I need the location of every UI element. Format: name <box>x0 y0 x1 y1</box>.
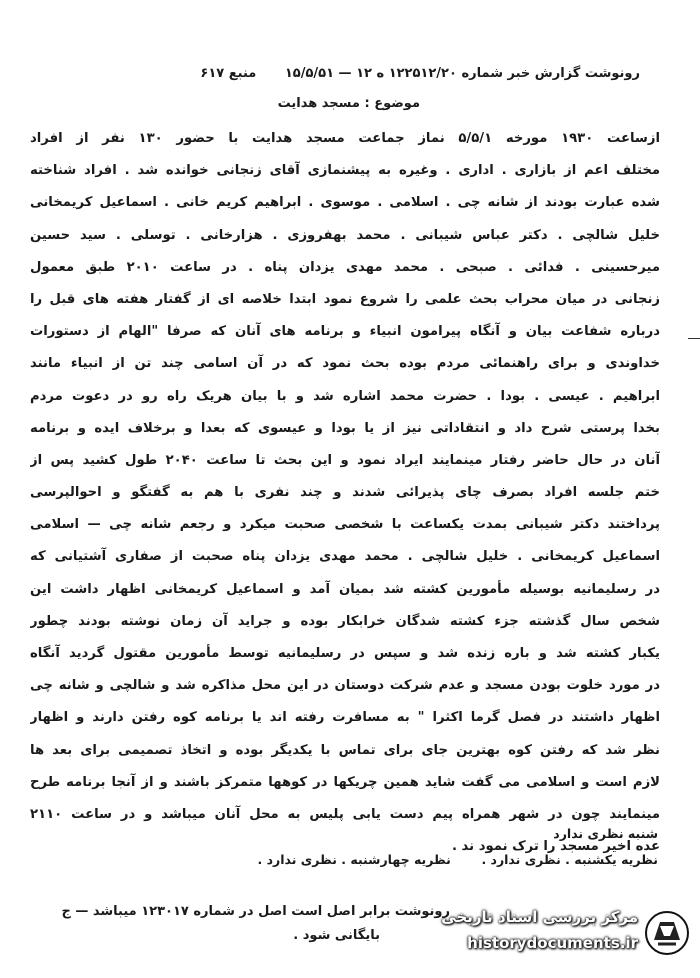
body-line: مینمایند چون در شهر همراه پیم دست یابی پلیس به محل آنان میباشد و در ساعت ۲۱۱۰ <box>30 806 660 822</box>
body-line: اسماعیل کریمخانی . خلیل شالچی . محمد مهدی یزدان پناه صحبت از صفاری آشتیانی که <box>30 549 660 565</box>
watermark-persian: مرکز بررسی اسناد تاریخی <box>441 908 638 926</box>
body-line: مختلف اعم از بازاری . اداری . وغیره به پیشنمازی آقای زنجانی خوانده شد . افراد شناخته <box>30 163 660 179</box>
archive-logo-icon <box>644 910 690 956</box>
report-header <box>200 66 640 81</box>
archive-note: بایگانی شود . <box>293 928 380 943</box>
body-line: آنان در حال حاضر رفتار مینمایند ایراد نمود و این بحث تا ساعت ۲۰۴۰ طول کشید پس از <box>30 452 660 468</box>
body-line: نظر شد که رفتن کوه بهترین جای برای تماس با یکدیگر بوده و اتخاذ تصمیمی برای بعد ها <box>30 742 660 758</box>
body-line: اظهار داشتند در فصل گرما اکثرا " به مسافرت رفته اند یا برنامه کوه رفتن دارند و اظهار <box>30 710 660 726</box>
reaction-sunday: شنبه نظری ندارد <box>553 826 658 841</box>
body-line: خلیل شالچی . دکتر عباس شیبانی . محمد بهفروزی . هزارخانی . توسلی . سید حسین <box>30 227 660 243</box>
body-line: در رسلیمانیه بوسیله مأمورین کشته شد بمیان آمد و اسماعیل کریمخانی اظهار داشت این <box>30 581 660 597</box>
body-line: پرداختند دکتر شیبانی بمدت یکساعت با شخصی صحبت میکرد و رجعم شانه چی — اسلامی <box>30 517 660 533</box>
report-source: منبع ۶۱۷ <box>200 66 257 81</box>
body-line: لازم است و اسلامی می گفت شاید همین چریکها در کوهها متمرکز باشند و از آنجا برنامه طرح <box>30 774 660 790</box>
body-line: ازساعت ۱۹۳۰ مورخه ۵/۵/۱ نماز جماعت مسجد هدایت با حضور ۱۳۰ نفر از افراد <box>30 131 660 146</box>
report-body <box>30 126 660 866</box>
watermark <box>390 904 690 966</box>
body-line: ابراهیم . عیسی . بودا . حضرت محمد اشاره شد و با بیان هریک راه رو در دعوت مردم <box>30 388 660 404</box>
reaction-wednesday: نظریه چهارشنبه . نظری ندارد . <box>257 852 451 867</box>
body-line: زنجانی در میان محراب بحث علمی را شروع نمود ابتدا خلاصه ای از گفتار هفته های قبل را <box>30 291 660 307</box>
watermark-url: historydocuments.ir <box>467 934 638 952</box>
body-line: خداوندی و برای راهنمائی مردم بوده بحث نمود که در آن اسامی چند تن از انبیاء مانند <box>30 356 660 372</box>
body-line: یکبار کشته شد و باره زنده شد و سپس در رسلیمانیه توسط مأمورین مقتول گردید آنگاه <box>30 646 660 661</box>
body-line: بخدا پرستی شرح داد و انتقاداتی نیز از یا بودا و عیسوی که بعدا و برخلاف ایده و برنامه <box>30 420 660 436</box>
body-line: شخص سال گذشته جزء کشته شدگان خرابکار بوده و جراید آن زمان نوشته بودند چطور <box>30 613 660 629</box>
body-line-last: عده اخیر مسجد را ترک نمود ند . <box>451 839 660 855</box>
reaction-row <box>232 852 658 867</box>
reaction-monday: نظریه یکشنبه . نظری ندارد . <box>481 852 658 867</box>
body-line: در مورد خلوت بودن مسجد و عدم شرکت دوستان در این محل مذاکره شد و شالچی و شانه چی <box>30 678 660 694</box>
body-line: میرحسینی . فدائی . صبحی . محمد مهدی یزدان پناه . در ساعت ۲۰۱۰ طبق معمول <box>30 259 660 275</box>
body-line: ختم جلسه افراد بصرف چای پذیرائی شدند و چند نفری با هم به گفتگو و احوالپرسی <box>30 485 660 501</box>
body-line: شده عبارت بودند از شانه چی . اسلامی . موسوی . ابراهیم کریم خانی . اسماعیل کریمخانی <box>30 195 660 211</box>
body-line: درباره شفاعت بیان و آنگاه پیرامون انبیاء و برنامه های آنان که صرفا "الهام از دستورات <box>30 324 660 340</box>
report-number-line: رونوشت گزارش خبر شماره ۱۲۲۵۱۲/۲۰ ه ۱۲ — ۱۵/۵/۵۱ <box>284 66 640 81</box>
margin-mark <box>688 338 700 339</box>
copy-certification: رونوشت برابر اصل است اصل در شماره ۱۲۳۰۱۷ میباشد — ج <box>61 904 450 919</box>
report-subject: موضوع : مسجد هدایت <box>277 96 420 111</box>
